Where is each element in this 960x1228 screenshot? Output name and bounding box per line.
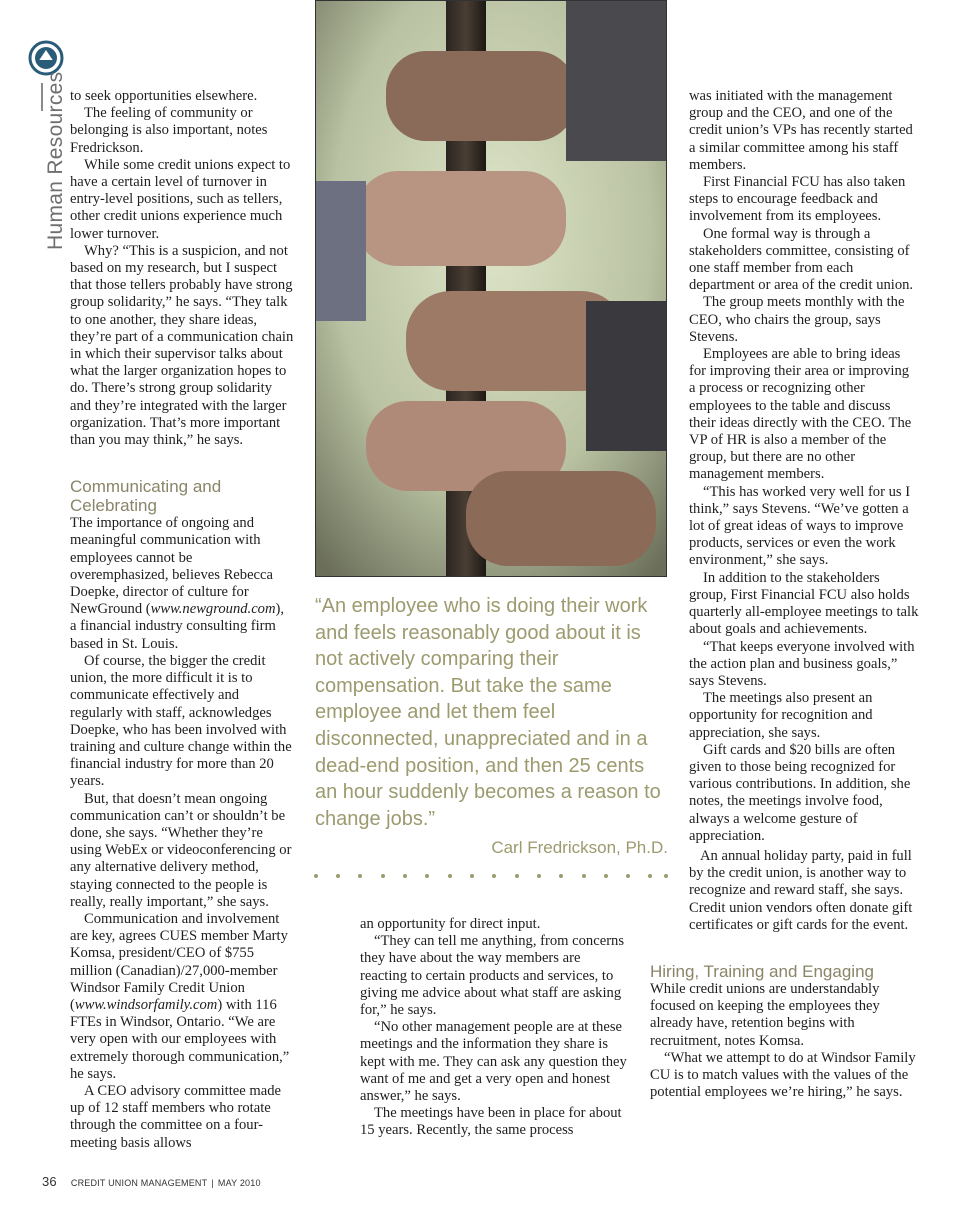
article-column-3 [689,88,919,845]
publication-name: CREDIT UNION MANAGEMENT [70,1178,208,1188]
hands-illustration [316,1,667,577]
paragraph: Why? “This is a suspicion, and not based on my research, but I suspect that those tellers probably have strong group solidarity,” he says. “They talk to one another, they share ideas, they’re part of a communication chain in which their supervisor talks about what the larger organization hopes to do. There’s strong group solidarity and they’re integrated with the larger organization. That’s more important than you may think,” he says. [70,242,294,449]
page-footer [42,1174,261,1189]
paragraph: was initiated with the management group and the CEO, and one of the credit union’s VPs has recently started a similar committee among his staff members. [689,88,913,173]
paragraph: “No other management people are at these meetings and the information they share is kept with me. They can ask any question they want of me and get a very open and honest answer,” he says. [360,1019,627,1105]
article-column-1 [70,88,294,1152]
paragraph: The meetings have been in place for about 15 years. Recently, the same process [360,1105,622,1139]
pull-quote-attribution: Carl Fredrickson, Ph.D. [491,838,668,857]
link-newground[interactable]: www.newground.com [150,601,276,618]
paragraph: “They can tell me anything, from concerns they have about the way members are reacting to certain products and services, to giving me advice about what staff are asking for,” he says. [360,933,625,1019]
paragraph: While credit unions are understandably focused on keeping the employees they already have, retention begins with recruitment, notes Komsa. [650,981,880,1049]
paragraph: A CEO advisory committee made up of 12 staff members who rotate through the committee on a four-meeting basis allows [70,1082,281,1151]
paragraph: First Financial FCU has also taken steps to encourage feedback and involvement from its employees. [689,174,906,225]
paragraph: Employees are able to bring ideas for improving their area or improving a process or recognizing other employees to the table and discuss their ideas directly with the CEO. The VP of HR is also a member of the group, but there are no other management members. [689,346,912,483]
pull-quote: “An employee who is doing their work and feels reasonably good about it is not actively comparing their compensation. But take the same employee and let them feel disconnected, unappreciated and in a dead-end position, and then 25 cents an hour suddenly becomes a reason to change jobs.” [315,595,661,830]
section-label: Human Resources [44,71,67,250]
paragraph: an opportunity for direct input. [360,916,541,932]
paragraph: to seek opportunities elsewhere. [70,88,258,104]
paragraph: The meetings also present an opportunity for recognition and appreciation, she says. [689,690,873,741]
paragraph: “That keeps everyone involved with the action plan and business goals,” says Stevens. [689,638,915,689]
dotted-divider [314,873,670,881]
article-column-2 [360,916,630,1140]
credit-union-logo-icon [28,40,64,76]
paragraph: Communication and involvement are key, agrees CUES member Marty Komsa, president/CEO of $755 million (Canadian)/27,000-member Windsor Family Credit Union (www.windsorfamily.com) with 116 FTEs in Windsor, Ontario. “We are very open with our employees with extremely thorough communication,” he says. [70,910,290,1082]
section-heading: Hiring, Training and Engaging [650,962,874,982]
paragraph: Gift cards and $20 bills are often given to those being recognized for various contributions. In addition, she notes, the meetings involve food, always a welcome gesture of appreciation. [689,741,911,844]
paragraph: The group meets monthly with the CEO, who chairs the group, says Stevens. [689,294,905,345]
section-divider [41,83,43,111]
paragraph: While some credit unions expect to have a certain level of turnover in entry-level positions, such as tellers, other credit unions experience much lower turnover. [70,156,291,242]
paragraph: One formal way is through a stakeholders committee, consisting of one staff member from each department or area of the credit union. [689,225,914,294]
paragraph: The feeling of community or belonging is also important, notes Fredrickson. [70,105,268,156]
issue-date: MAY 2010 [217,1178,261,1188]
paragraph: “What we attempt to do at Windsor Family CU is to match values with the values of the potential employees we’re hiring,” he says. [650,1049,916,1101]
footer-separator: | [211,1178,214,1188]
paragraph: Of course, the bigger the credit union, the more difficult it is to communicate effectively and regularly with staff, acknowledges Doepke, who has been involved with training and culture change within the financial industry for more than 20 years. [70,652,292,790]
section-heading: Communicating and Celebrating [70,477,222,516]
article-column-3-lower [650,848,919,1101]
page-number: 36 [42,1174,57,1189]
paragraph: An annual holiday party, paid in full by the credit union, is another way to recognize and reward staff, she says. Credit union vendors often donate gift certificates or gift cards for the event. [689,848,913,933]
paragraph: The importance of ongoing and meaningful communication with employees cannot be overemphasized, believes Rebecca Doepke, director of culture for NewGround (www.newground.com), a financial industry consulting firm based in St. Louis. [70,515,285,652]
paragraph: “This has worked very well for us I think,” says Stevens. “We’ve gotten a lot of great ideas of ways to improve products, services or even the work environment,” she says. [689,483,911,569]
link-windsorfamily[interactable]: www.windsorfamily.com [74,996,218,1013]
paragraph: But, that doesn’t mean ongoing communication can’t or shouldn’t be done, she says. “Whether they’re using WebEx or videoconferencing or any alternative delivery method, staying connected to the people is really, really important,” she says. [70,790,292,910]
paragraph: In addition to the stakeholders group, First Financial FCU also holds quarterly all-employee meetings to talk about goals and achievements. [689,569,919,638]
hands-photo [315,0,667,577]
